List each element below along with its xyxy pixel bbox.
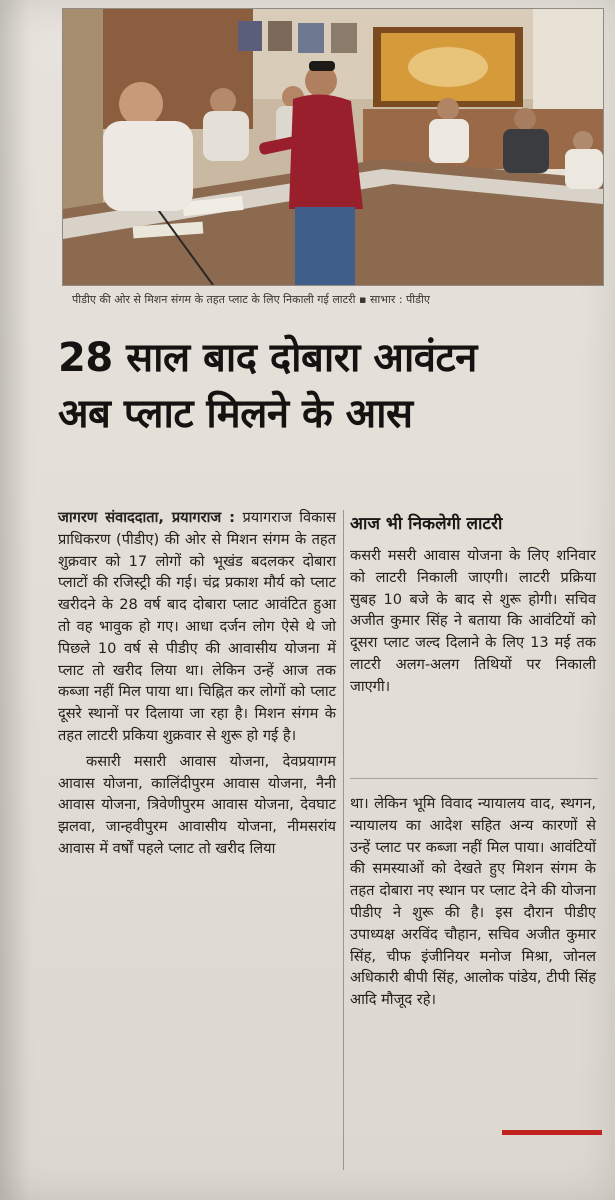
lottery-meeting-illustration bbox=[63, 9, 603, 285]
article-paragraph-2: कसारी मसारी आवास योजना, देवप्रयागम आवास योजना, कालिंदीपुरम आवास योजना, नैनी आवास योजना, त्रिवेणीपुरम आवास योजना, देवघाट झलवा, जान्हवीपुरम आवासीय योजना, नीमसरांय आवास में वर्षों पहले प्लाट तो खरीद लिया bbox=[58, 752, 336, 857]
headline-line-1: 28 साल बाद दोबारा आवंटन bbox=[58, 335, 477, 381]
sidebar-divider bbox=[350, 778, 598, 779]
red-accent-bar bbox=[502, 1130, 602, 1135]
article-paragraph-1 bbox=[58, 507, 336, 747]
news-photo bbox=[62, 8, 604, 286]
article-dateline: जागरण संवाददाता, प्रयागराज : bbox=[58, 509, 235, 526]
article-column-right bbox=[350, 793, 596, 1011]
article-paragraph-3: था। लेकिन भूमि विवाद न्यायालय वाद, स्थगन, न्यायालय का आदेश सहित अन्य कारणों से उन्हें प्लाट पर कब्जा नहीं मिल पाया। आवंटियों की समस्याओं को देखते हुए मिशन संगम के तहत दोबारा नए स्थान पर प्लाट देने की योजना पीडीए ने शुरू की है। इस दौरान पीडीए उपाध्यक्ष अरविंद चौहान, सचिव अजीत कुमार सिंह, चीफ इंजीनियर मनोज मिश्रा, जोनल अधिकारी बीपी सिंह, आलोक पांडेय, टीपी सिंह आदि मौजूद रहे। bbox=[350, 795, 596, 1009]
headline-line-2: अब प्लाट मिलने के आस bbox=[58, 391, 413, 437]
sidebar-heading: आज भी निकलेगी लाटरी bbox=[350, 514, 503, 534]
column-divider bbox=[343, 510, 344, 1170]
headline bbox=[58, 330, 608, 442]
article-body-1: प्रयागराज विकास प्राधिकरण (पीडीए) की ओर से मिशन संगम के तहत शुक्रवार को 17 लोगों को भूखंड बदलकर दोबारा प्लाटों की रजिस्ट्री की गई। चंद्र प्रकाश मौर्य को प्लाट खरीदने के 28 वर्ष बाद दोबारा प्लाट आवंटित हुआ तो वह भावुक हो गए। आधा दर्जन लोग ऐसे थे जो पिछले 10 वर्ष से पीडीए की आवासीय योजना में प्लाट तो खरीद लिया था। लेकिन उन्हें आज तक कब्जा नहीं मिल पाया था। चिह्नित कर लोगों को प्लाट दूसरे स्थानों पर दिलाया जा रहा है। मिशन संगम के तहत लाटरी प्रकिया शुक्रवार से शुरू हो गई है। bbox=[58, 509, 336, 744]
photo-caption: पीडीए की ओर से मिशन संगम के तहत प्लाट के लिए निकाली गई लाटरी ▪ साभार : पीडीए bbox=[72, 293, 430, 306]
sidebar-text: कसरी मसरी आवास योजना के लिए शनिवार को लाटरी निकाली जाएगी। लाटरी प्रक्रिया सुबह 10 बजे के बाद से शुरू होगी। सचिव अजीत कुमार सिंह ने बताया कि आवंटियों को दूसरा प्लाट जल्द दिलाने के लिए 13 मई तक लाटरी अलग-अलग तिथियों पर निकाली जाएगी। bbox=[350, 547, 596, 695]
sidebar-box bbox=[350, 545, 596, 698]
paper-edge-shadow bbox=[0, 0, 30, 1200]
article-column-left bbox=[58, 507, 336, 860]
